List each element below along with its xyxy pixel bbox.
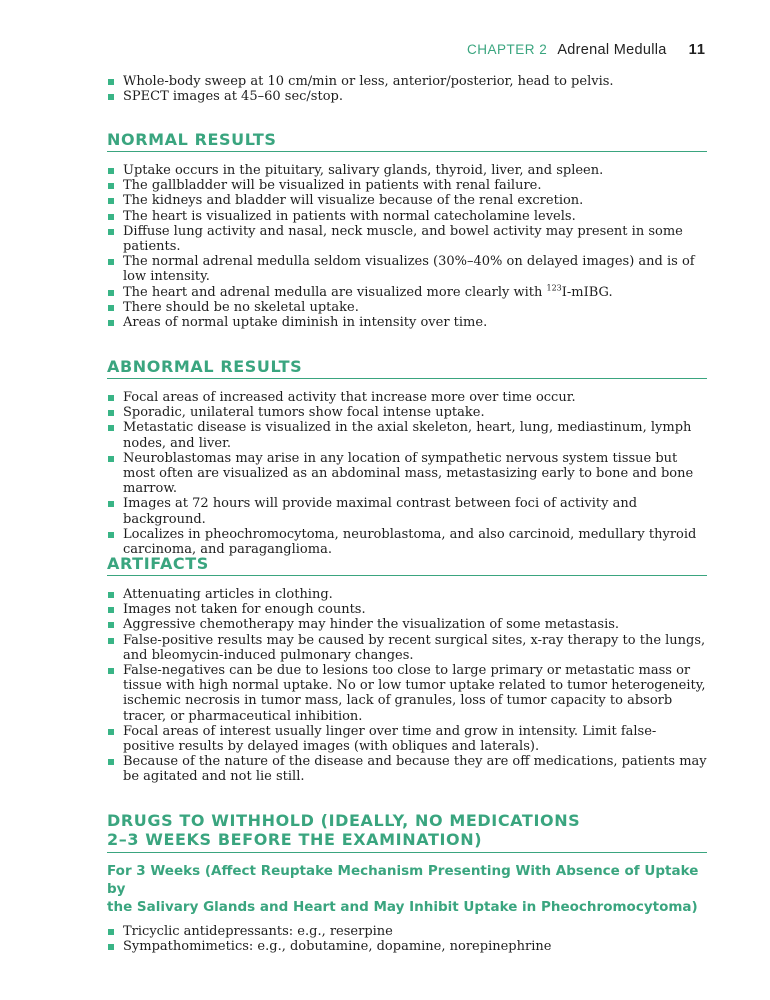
artifacts-section [107,554,707,785]
list-item: Metastatic disease is visualized in the axial skeleton, heart, lung, mediastinum, lymph nodes, and liver. [107,420,707,450]
list-item: Images at 72 hours will provide maximal contrast between foci of activity and background. [107,496,707,526]
list-item: Tricyclic antidepressants: e.g., reserpine [107,924,707,939]
item-text: The heart and adrenal medulla are visualized more clearly with [123,284,547,300]
list-item: Because of the nature of the disease and because they are off medications, patients may be agitated and not lie still. [107,754,707,784]
list-item: The kidneys and bladder will visualize because of the renal excretion. [107,193,707,208]
isotope-superscript: 123 [546,283,562,293]
intro-list [107,74,707,104]
chapter-label: CHAPTER 2 [467,42,548,57]
list-item: False-negatives can be due to lesions too close to large primary or metastatic mass or tissue with high normal uptake. No or low tumor uptake related to tumor heterogeneity, ischemic necrosis in tumor mass, lack of granules, loss of tumor capacity to absorb tracer, or pharmaceutical inhibition. [107,663,707,724]
artifacts-list [107,587,707,785]
section-heading: ARTIFACTS [107,554,209,573]
list-item: Areas of normal uptake diminish in intensity over time. [107,315,707,330]
drugs-list [107,924,707,954]
section-heading: ABNORMAL RESULTS [107,357,303,376]
section-rule [107,378,707,379]
chapter-title: Adrenal Medulla [557,42,667,58]
list-item: Focal areas of interest usually linger over time and grow in intensity. Limit false-positive results by delayed images (with obliques and laterals). [107,724,707,754]
list-item: False-positive results may be caused by recent surgical sites, x-ray therapy to the lungs, and bleomycin-induced pulmonary changes. [107,633,707,663]
section-heading-line: DRUGS TO WITHHOLD (IDEALLY, NO MEDICATIONS [107,811,581,830]
abnormal-results-section [107,357,707,557]
list-item: Localizes in pheochromocytoma, neuroblastoma, and also carcinoid, medullary thyroid carcinoma, and paraganglioma. [107,527,707,557]
subsection-heading-line: For 3 Weeks (Affect Reuptake Mechanism Presenting With Absence of Uptake by [107,863,699,897]
list-item: Neuroblastomas may arise in any location of sympathetic nervous system tissue but most often are visualized as an abdominal mass, metastasizing early to bone and bone marrow. [107,451,707,497]
intro-section [107,74,707,104]
running-head [467,42,706,58]
section-heading [107,811,707,849]
list-item: SPECT images at 45–60 sec/stop. [107,89,707,104]
section-heading: NORMAL RESULTS [107,130,277,149]
list-item: The normal adrenal medulla seldom visualizes (30%–40% on delayed images) and is of low intensity. [107,254,707,284]
list-item: Aggressive chemotherapy may hinder the visualization of some metastasis. [107,617,707,632]
subsection-heading [107,862,707,916]
normal-results-section [107,130,707,330]
section-rule [107,151,707,152]
page-number: 11 [688,42,706,58]
list-item: The heart is visualized in patients with normal catecholamine levels. [107,209,707,224]
list-item [107,285,707,300]
list-item: Whole-body sweep at 10 cm/min or less, anterior/posterior, head to pelvis. [107,74,707,89]
list-item: Focal areas of increased activity that increase more over time occur. [107,390,707,405]
list-item: Uptake occurs in the pituitary, salivary glands, thyroid, liver, and spleen. [107,163,707,178]
abnormal-results-list [107,390,707,557]
list-item: Sporadic, unilateral tumors show focal intense uptake. [107,405,707,420]
list-item: Images not taken for enough counts. [107,602,707,617]
section-rule [107,575,707,576]
list-item: There should be no skeletal uptake. [107,300,707,315]
section-heading-line: 2–3 WEEKS BEFORE THE EXAMINATION) [107,830,483,849]
list-item: Attenuating articles in clothing. [107,587,707,602]
subsection-heading-line: the Salivary Glands and Heart and May Inhibit Uptake in Pheochromocytoma) [107,899,698,915]
section-rule [107,852,707,853]
list-item: Sympathomimetics: e.g., dobutamine, dopamine, norepinephrine [107,939,707,954]
normal-results-list [107,163,707,330]
list-item: Diffuse lung activity and nasal, neck muscle, and bowel activity may present in some patients. [107,224,707,254]
item-text: I-mIBG. [561,284,613,300]
drugs-section [107,811,707,954]
list-item: The gallbladder will be visualized in patients with renal failure. [107,178,707,193]
